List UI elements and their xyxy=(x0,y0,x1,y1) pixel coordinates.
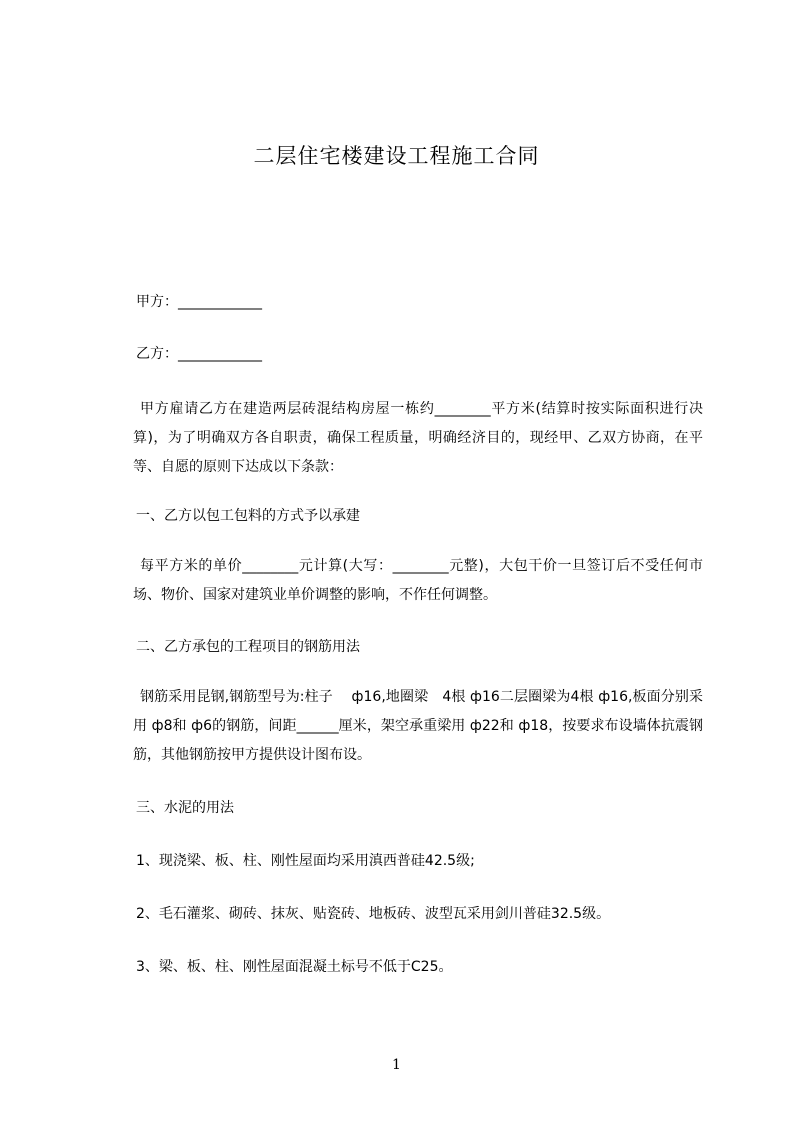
page-number: 1 xyxy=(392,1057,401,1073)
party-b-line: 乙方：____________ xyxy=(136,346,262,362)
section-3-item-3: 3、梁、板、柱、刚性屋面混凝土标号不低于C25。 xyxy=(136,959,453,975)
section-1-body: 每平方米的单价________元计算(大写：________元整)，大包干价一旦签订后不受任何市场、物价、国家对建筑业单价调整的影响，不作任何调整。 xyxy=(133,558,703,603)
party-a-line: 甲方：____________ xyxy=(136,294,262,310)
intro-paragraph: 甲方雇请乙方在建造两层砖混结构房屋一栋约________平方米(结算时按实际面积进行决算)，为了明确双方各自职责，确保工程质量，明确经济目的，现经甲、乙双方协商，在平等、自愿的原则下达成以下条款： xyxy=(133,401,703,475)
section-3-item-2: 2、毛石灌浆、砌砖、抹灰、贴瓷砖、地板砖、波型瓦采用剑川普硅32.5级。 xyxy=(136,906,611,922)
document-title: 二层住宅楼建设工程施工合同 xyxy=(253,144,540,168)
section-2-body: 钢筋采用昆钢,钢筋型号为:柱子 ф16,地圈梁 4根 ф16二层圈梁为4根 ф16,板面分别采用 ф8和 ф6的钢筋，间距______厘米，架空承重梁用 ф22和 ф18，按要求布设墙体抗震钢筋，其他钢筋按甲方提供设计图布设。 xyxy=(133,689,703,763)
section-3-heading: 三、水泥的用法 xyxy=(136,800,234,816)
section-2-heading: 二、乙方承包的工程项目的钢筋用法 xyxy=(136,639,360,655)
section-3-item-1: 1、现浇梁、板、柱、刚性屋面均采用滇西普硅42.5级; xyxy=(136,853,475,869)
section-1-heading: 一、乙方以包工包料的方式予以承建 xyxy=(136,508,360,524)
